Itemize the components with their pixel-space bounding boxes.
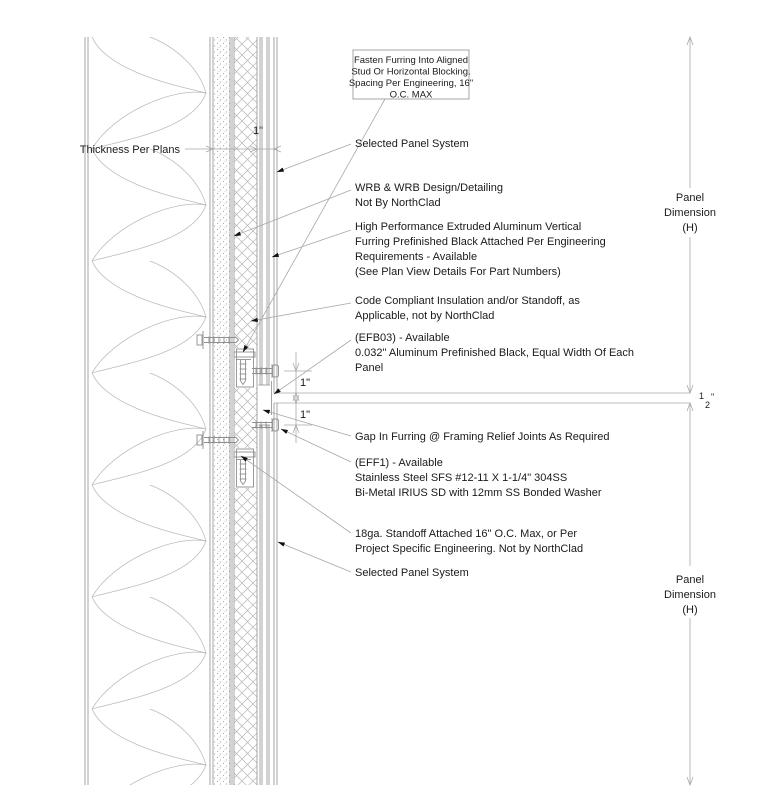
panel-height-dimension (687, 37, 693, 785)
leader-eff1 (281, 429, 351, 462)
note-wrb-line1: WRB & WRB Design/Detailing (355, 182, 503, 194)
leader-efb03 (274, 340, 351, 394)
thickness-label: Thickness Per Plans (79, 144, 180, 156)
leader-standoff (241, 456, 351, 533)
fasten-note-line: Fasten Furring Into Aligned (353, 55, 469, 66)
dim-1in-mid-lower: 1" (300, 409, 311, 421)
leader-selected-panel-bottom (278, 542, 351, 572)
note-efb03-line3: Panel (355, 362, 384, 374)
note-selected-panel-bottom: Selected Panel System (355, 567, 469, 579)
leader-furring (272, 230, 351, 257)
leader-selected-panel-top (277, 144, 351, 172)
note-furring-line2: Furring Prefinished Black Attached Per Engineering (355, 236, 606, 248)
note-eff1-line1: (EFF1) - Available (355, 457, 443, 469)
title-note-box (349, 50, 473, 101)
fasten-note-line: O.C. MAX (389, 89, 433, 101)
panel-dim-line2: Dimension (664, 207, 716, 219)
note-eff1-line3: Bi-Metal IRIUS SD with 12mm SS Bonded Washer (355, 487, 602, 499)
dim-1in-top: 1" (252, 125, 264, 137)
note-efb03-line2: 0.032" Aluminum Prefinished Black, Equal Width Of Each (355, 347, 635, 359)
note-selected-panel-top: Selected Panel System (355, 138, 469, 150)
note-wrb-line2: Not By NorthClad (355, 197, 441, 209)
middle-dimension (284, 352, 312, 443)
note-furring-line3: Requirements - Available (355, 251, 478, 263)
note-gap: Gap In Furring @ Framing Relief Joints As Required (355, 431, 610, 443)
note-efb03-line1: (EFB03) - Available (355, 332, 450, 344)
panel-dimension-label-top (658, 188, 722, 236)
half-inch-numerator: 1 (699, 391, 705, 401)
panel-dim-line1: Panel (675, 192, 705, 204)
note-insulation-line2: Applicable, not by NorthClad (355, 310, 495, 322)
panel-joint-lines (274, 393, 690, 403)
note-insulation-line1: Code Compliant Insulation and/or Standoff, as (355, 295, 580, 307)
note-furring-line1: High Performance Extruded Aluminum Vertical (355, 221, 582, 233)
panel-dim-line2: Dimension (664, 589, 716, 601)
note-standoff-line2: Project Specific Engineering. Not by NorthClad (355, 543, 584, 555)
note-standoff-line1: 18ga. Standoff Attached 16" O.C. Max, or Per (355, 528, 577, 540)
fasten-note-line: Spacing Per Engineering, 16" (348, 78, 474, 89)
dim-1in-mid-upper: 1" (300, 377, 311, 389)
note-eff1-line2: Stainless Steel SFS #12-11 X 1-1/4" 304SS (355, 472, 568, 484)
panel-dim-line3: (H) (682, 222, 698, 234)
leader-insulation (251, 303, 351, 321)
note-furring-line4: (See Plan View Details For Part Numbers) (355, 266, 561, 278)
panel-dimension-label-bottom (658, 566, 722, 616)
dim-half-inch (699, 391, 714, 410)
panel-dim-line1: Panel (675, 574, 705, 586)
panel-dim-line3: (H) (682, 604, 698, 616)
fasten-note-line: Stud Or Horizontal Blocking. (351, 66, 471, 78)
half-inch-denominator: 2 (705, 400, 711, 410)
half-inch-mark: " (711, 392, 715, 402)
